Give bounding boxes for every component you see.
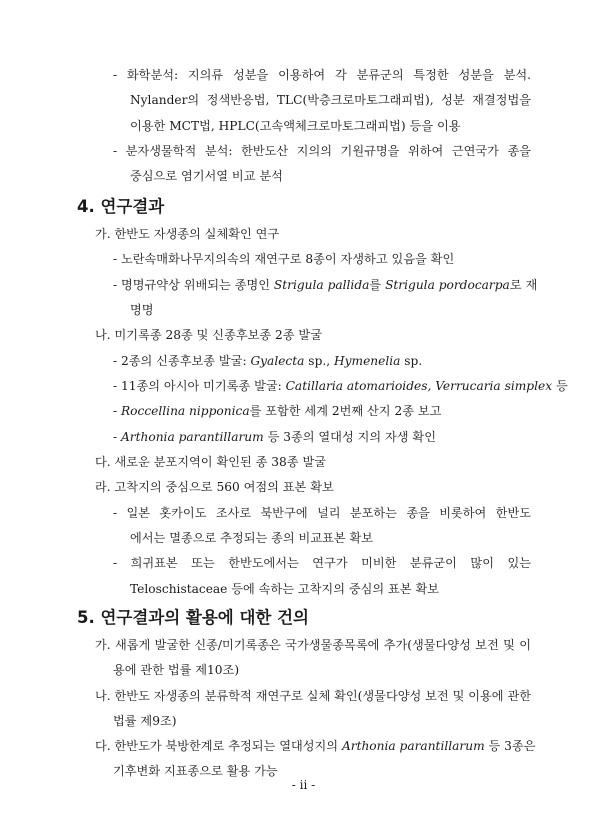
result-na-item-2 [113,378,568,395]
text-span: - [113,404,121,418]
suggestion-ga-line-1: 가. 새롭게 발굴한 신종/미기록종은 국가생물종목록에 추가(생물다양성 보전 및 이 [95,638,531,652]
text-span: - [113,430,121,444]
text-span: - 11종의 아시아 미기록종 발굴: [113,379,286,393]
species-name: Arthonia parantillarum [341,739,485,753]
text-span: 를 포함한 세계 2번째 산지 2종 보고 [249,404,442,418]
result-da: 다. 새로운 분포지역이 확인된 종 38종 발굴 [95,455,326,469]
suggestion-da-line-1 [95,738,536,755]
molecular-analysis-line-2: 중심으로 염기서열 비교 분석 [130,169,283,183]
suggestion-na-line-1: 나. 한반도 자생종의 분류학적 재연구로 실체 확인(생물다양성 보전 및 이용에 관한 [95,689,531,703]
suggestion-da-line-2: 기후변화 지표종으로 활용 가능 [113,764,278,778]
result-na-item-4 [113,429,436,446]
result-ra-item-2-line-2: Teloschistaceae 등에 속하는 고착지의 중심의 표본 확보 [130,582,440,596]
section-5-heading: 5. 연구결과의 활용에 대한 건의 [77,608,309,627]
result-ra-item-1-line-2: 에서는 멸종으로 추정되는 종의 비교표본 확보 [130,531,374,545]
species-name: Strigula pordocarpa [385,278,510,292]
text-span: sp. [400,354,423,368]
text-span: 등 3종은 [484,739,536,753]
text-span: 등 [552,379,568,393]
page-number: - ii - [291,778,316,792]
species-name: Strigula pallida [273,278,370,292]
result-ra-item-1-line-1: - 일본 홋카이도 조사로 북반구에 널리 분포하는 종을 비롯하여 한반도 [113,506,531,520]
result-ra-item-2-line-1: - 희귀표본 또는 한반도에서는 연구가 미비한 분류군이 많이 있는 [113,556,531,570]
result-ga-item-2 [113,277,538,294]
result-na-item-1 [113,353,422,370]
text-span: sp., [304,354,334,368]
chemical-analysis-line-1: - 화학분석: 지의류 성분을 이용하여 각 분류군의 특정한 성분을 분석. [113,68,531,82]
result-na: 나. 미기록종 28종 및 신종후보종 2종 발굴 [95,328,322,342]
species-name: Arthonia parantillarum [121,430,264,444]
result-ga-item-1: - 노란속매화나무지의속의 재연구로 8종이 자생하고 있음을 확인 [113,252,455,266]
section-4-heading: 4. 연구결과 [77,197,165,216]
species-name: Hymenelia [334,354,401,368]
species-name: Roccellina nipponica [121,404,250,418]
text-span: 를 [369,278,386,292]
result-na-item-3 [113,403,441,420]
result-ga: 가. 한반도 자생종의 실체확인 연구 [95,227,280,241]
text-span: 다. 한반도가 북방한계로 추정되는 열대성지의 [95,739,342,753]
chemical-analysis-line-3: 이용한 MCT법, HPLC(고속액체크로마토그래피법) 등을 이용 [130,119,461,133]
suggestion-ga-line-2: 용에 관한 법률 제10조) [113,663,240,677]
chemical-analysis-line-2: Nylander의 정색반응법, TLC(박층크로마토그래피법), 성분 재결정법을 [130,93,531,107]
species-name: Catillaria atomarioides, Verrucaria simplex [285,379,553,393]
text-span: - 2종의 신종후보종 발굴: [113,354,251,368]
species-name: Gyalecta [250,354,305,368]
text-span: 등 3종의 열대성 지의 자생 확인 [263,430,436,444]
result-ga-item-2-cont: 명명 [130,303,154,317]
molecular-analysis-line-1: - 분자생물학적 분석: 한반도산 지의의 기원규명을 위하여 근연국가 종을 [113,144,531,158]
text-span: 로 재 [509,278,538,292]
text-span: - 명명규약상 위배되는 종명인 [113,278,274,292]
result-ra: 라. 고착지의 중심으로 560 여점의 표본 확보 [95,480,334,494]
suggestion-na-line-2: 법률 제9조) [113,714,177,728]
